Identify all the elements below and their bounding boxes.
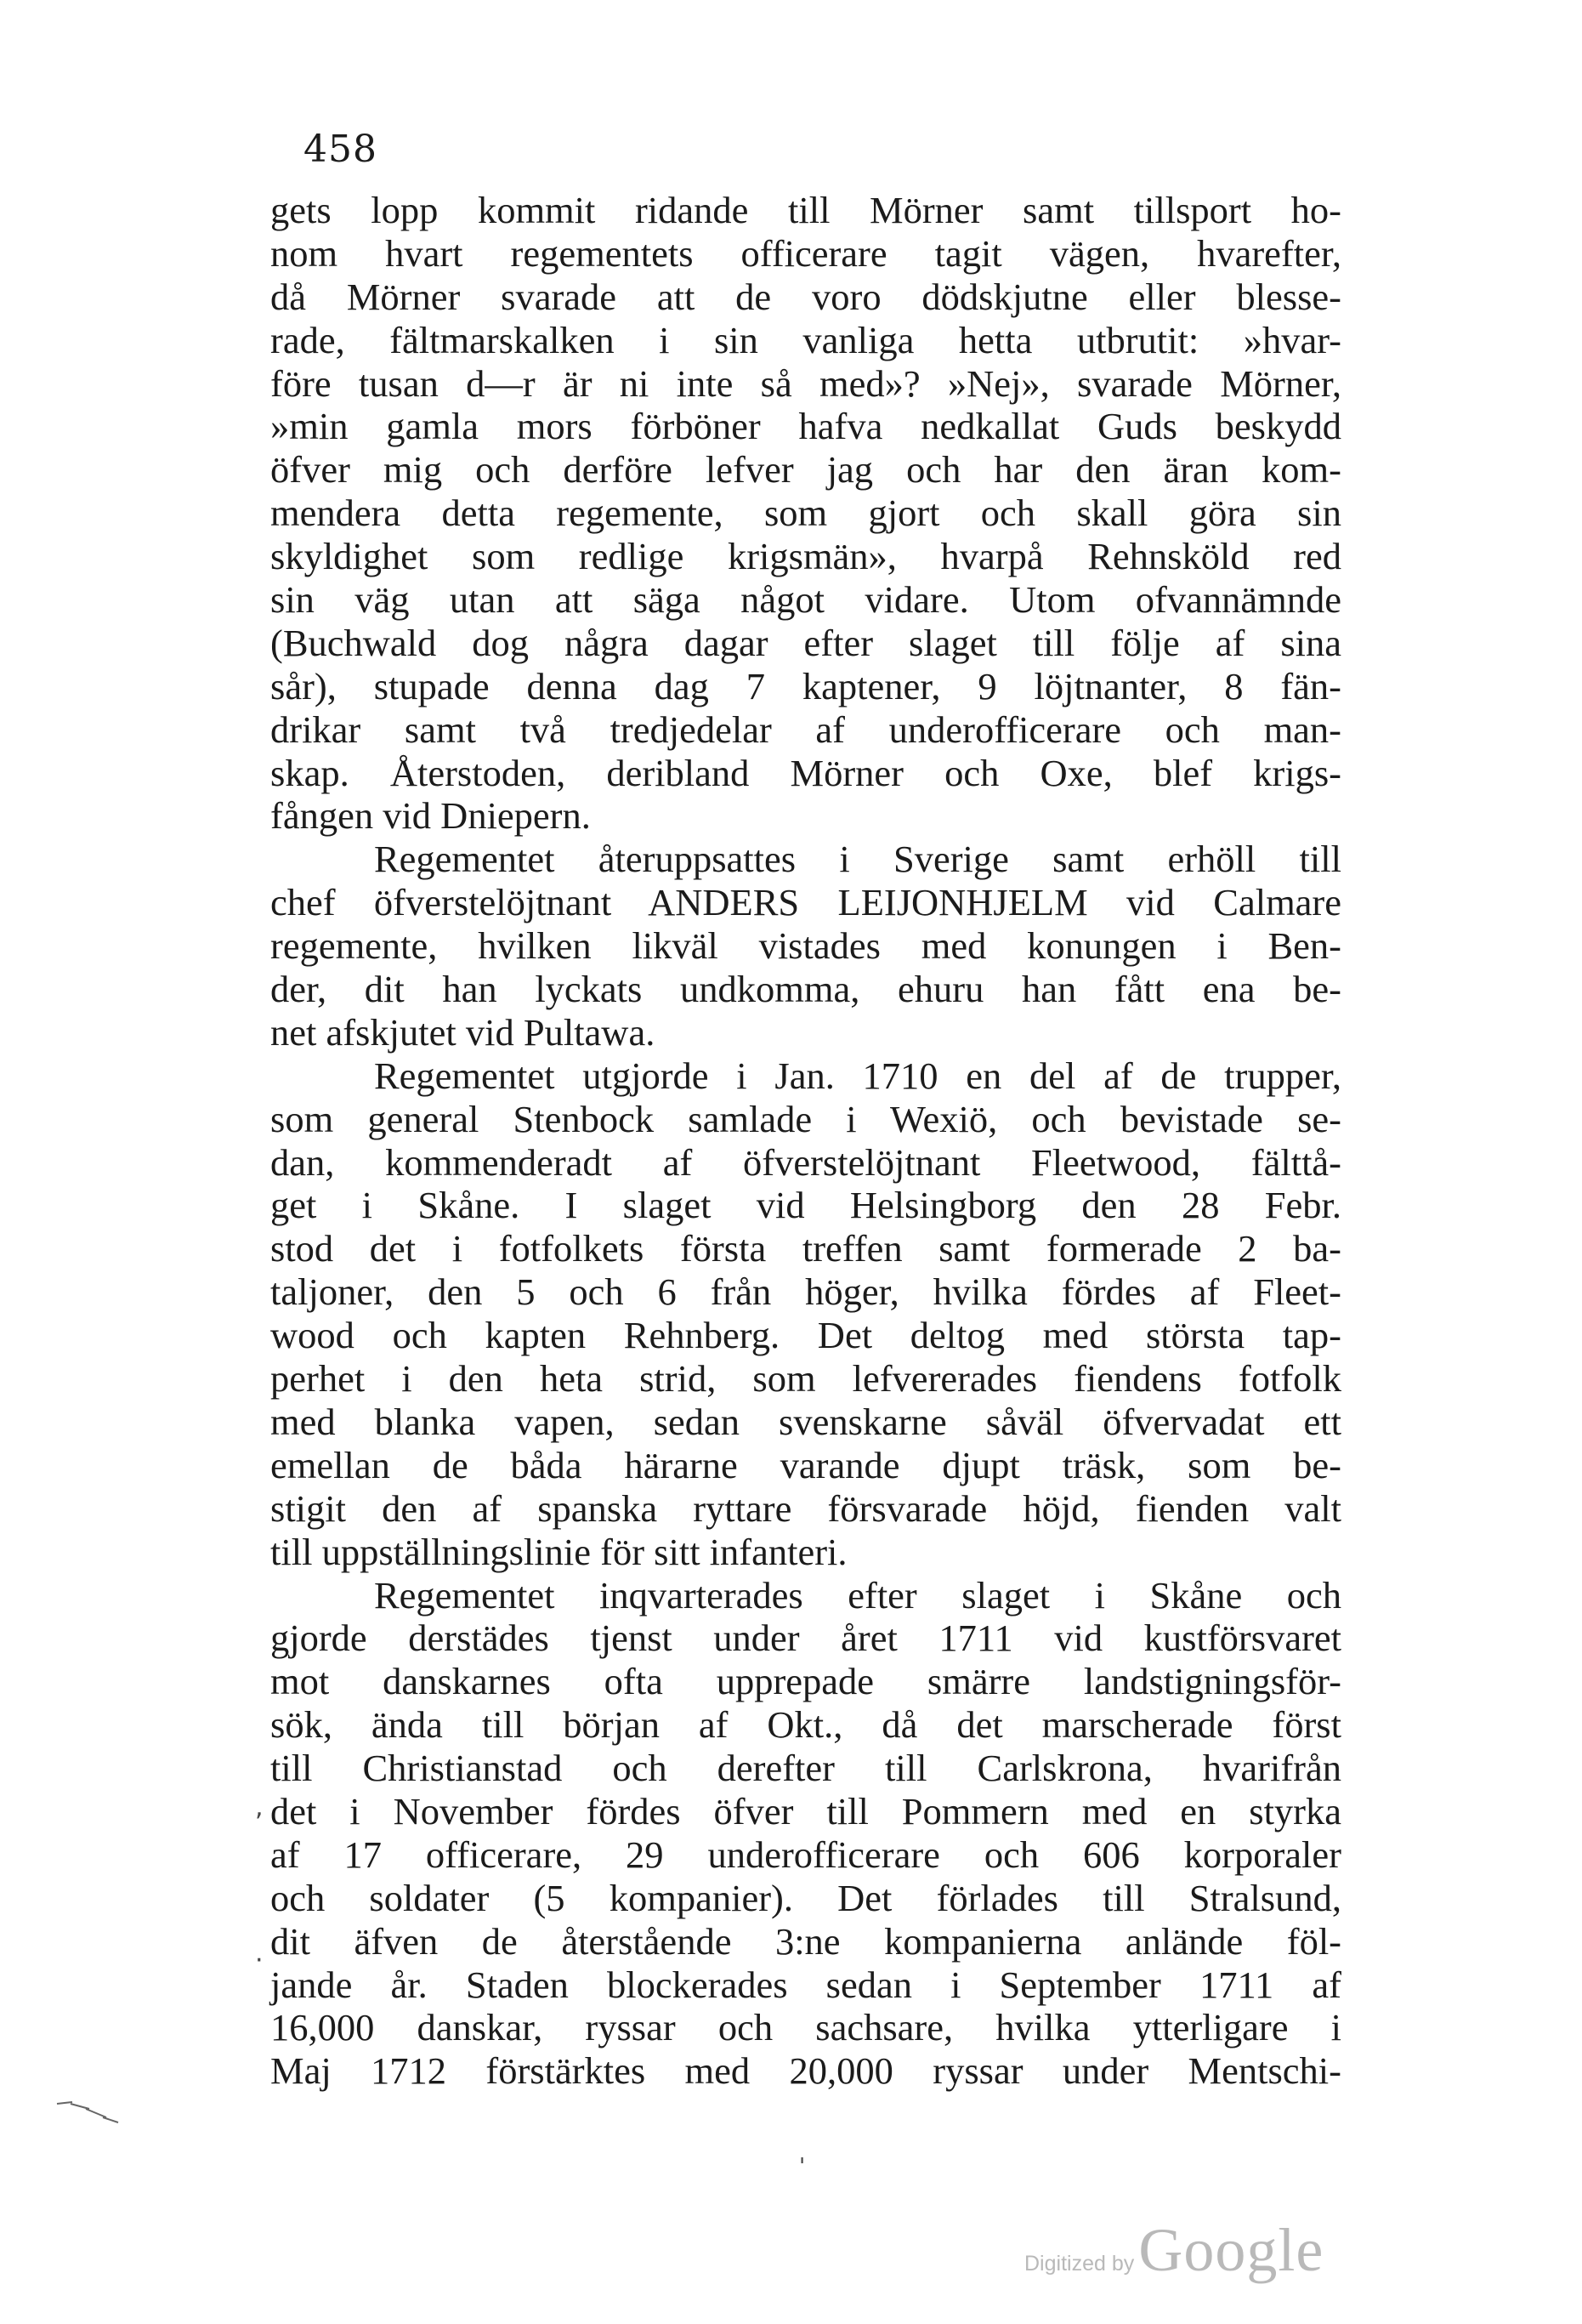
text-line: till Christianstad och derefter till Carlskrona, hvarifrån [270, 1747, 1341, 1790]
text-line: före tusan d—r är ni inte så med»? »Nej», svarade Mörner, [270, 361, 1341, 405]
text-line: till uppställningslinie för sitt infanteri. [270, 1530, 848, 1573]
text-line: »min gamla mors förböner hafva nedkallat Guds beskydd [270, 405, 1341, 448]
text-line: skap. Återstoden, deribland Mörner och Oxe, blef krigs- [270, 751, 1341, 794]
text-line: sök, ända till början af Okt., då det marscherade först [270, 1703, 1341, 1747]
text-line: Regementet återuppsattes i Sverige samt erhöll till [374, 838, 1341, 881]
text-line: dan, kommenderadt af öfverstelöjtnant Fleetwood, fälttå- [270, 1140, 1341, 1184]
text-line: get i Skåne. I slaget vid Helsingborg den 28 Febr. [270, 1184, 1341, 1227]
text-line: rade, fältmarskalken i sin vanliga hetta utbrutit: »hvar- [270, 318, 1341, 361]
text-line: som general Stenbock samlade i Wexiö, och bevistade se- [270, 1097, 1341, 1140]
text-line: emellan de båda härarne varande djupt träsk, som be- [270, 1443, 1341, 1486]
text-line: fången vid Dniepern. [270, 794, 591, 838]
digitized-watermark [1024, 2215, 1324, 2286]
watermark-brand: Google [1138, 2216, 1324, 2284]
text-line: sår), stupade denna dag 7 kaptener, 9 löjtnanter, 8 fän- [270, 664, 1341, 707]
text-line: gets lopp kommit ridande till Mörner samt tillsport ho- [270, 189, 1341, 231]
text-line: stigit den af spanska ryttare försvarade höjd, fienden valt [270, 1486, 1341, 1530]
margin-speck: · [255, 1946, 264, 1975]
text-line: öfver mig och derföre lefver jag och har den äran kom- [270, 448, 1341, 492]
text-line: med blanka vapen, sedan svenskarne såväl öfvervadat ett [270, 1400, 1341, 1443]
text-line: jande år. Staden blockerades sedan i September 1711 af [270, 1963, 1341, 2006]
text-line: det i November fördes öfver till Pommern med en styrka [270, 1789, 1341, 1832]
text-line: mendera detta regemente, som gjort och skall göra sin [270, 492, 1341, 535]
text-line: och soldater (5 kompanier). Det förlades till Stralsund, [270, 1876, 1341, 1919]
margin-speck: , [255, 1793, 264, 1822]
text-line: perhet i den heta strid, som lefvererades fiendens fotfolk [270, 1357, 1341, 1401]
text-line: Regementet inqvarterades efter slaget i Skåne och [374, 1573, 1341, 1617]
text-line: 16,000 danskar, ryssar och sachsare, hvilka ytterligare i [270, 2006, 1341, 2049]
text-line: sin väg utan att säga något vidare. Utom ofvannämnde [270, 578, 1341, 622]
text-line: stod det i fotfolkets första treffen samt formerade 2 ba- [270, 1227, 1341, 1270]
margin-scratch-mark [55, 2099, 132, 2124]
text-line: då Mörner svarade att de voro dödskjutne eller blesse- [270, 275, 1341, 318]
page-number: 458 [303, 128, 377, 171]
text-line: mot danskarnes ofta upprepade smärre landstigningsför- [270, 1660, 1341, 1703]
watermark-prefix: Digitized by [1024, 2252, 1135, 2276]
text-line: dit äfven de återstående 3:ne kompanierna anlände föl- [270, 1919, 1341, 1963]
text-line: drikar samt två tredjedelar af underofficerare och man- [270, 707, 1341, 751]
text-line: Maj 1712 förstärktes med 20,000 ryssar under Mentschi- [270, 2049, 1341, 2093]
text-line: chef öfverstelöjtnant ANDERS LEIJONHJELM vid Calmare [270, 881, 1341, 924]
margin-speck: ' [799, 2154, 806, 2179]
text-line: regemente, hvilken likväl vistades med konungen i Ben- [270, 924, 1341, 968]
text-line: der, dit han lyckats undkomma, ehuru han fått ena be- [270, 968, 1341, 1011]
body-text [270, 189, 1341, 2093]
text-line: nom hvart regementets officerare tagit vägen, hvarefter, [270, 231, 1341, 275]
text-line: gjorde derstädes tjenst under året 1711 vid kustförsvaret [270, 1617, 1341, 1660]
text-line: af 17 officerare, 29 underofficerare och 606 korporaler [270, 1832, 1341, 1876]
text-line: (Buchwald dog några dagar efter slaget till följe af sina [270, 621, 1341, 664]
text-line: skyldighet som redlige krigsmän», hvarpå Rehnsköld red [270, 535, 1341, 578]
text-line: wood och kapten Rehnberg. Det deltog med största tap- [270, 1314, 1341, 1357]
text-line: taljoner, den 5 och 6 från höger, hvilka fördes af Fleet- [270, 1270, 1341, 1314]
text-line: Regementet utgjorde i Jan. 1710 en del af de trupper, [374, 1054, 1341, 1097]
text-line: net afskjutet vid Pultawa. [270, 1010, 655, 1054]
